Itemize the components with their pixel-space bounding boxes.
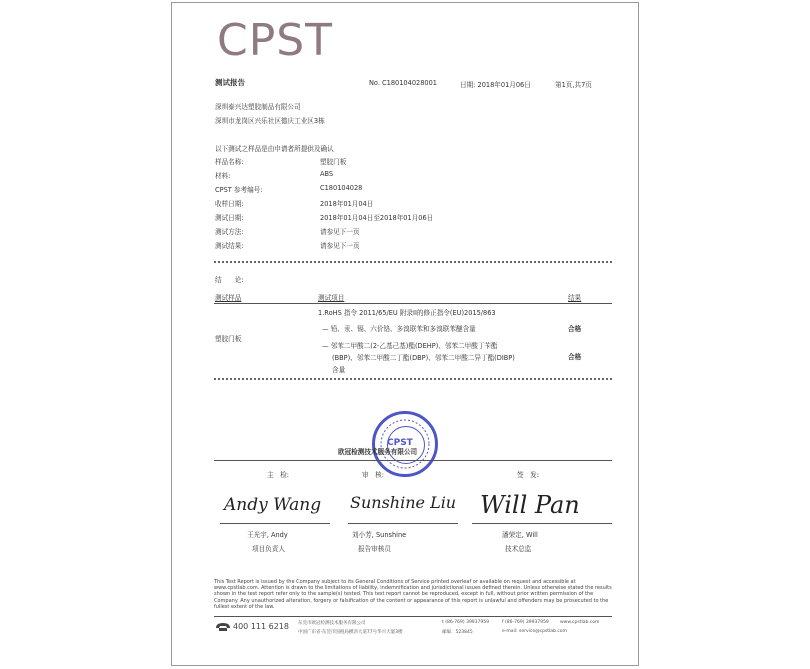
- received-value: 2018年01月04日: [320, 200, 374, 208]
- footer-tel: t (86-769) 39937959: [442, 620, 489, 625]
- item1-result: 合格: [568, 325, 582, 333]
- footer-fax: f (86-769) 39937959: [502, 620, 549, 625]
- client-address: 深圳市龙岗区兴乐社区德庆工业区3栋: [215, 117, 325, 125]
- result-label: 测试结果:: [215, 242, 244, 250]
- test-date-label: 测试日期:: [215, 214, 244, 222]
- divider: [214, 378, 612, 380]
- footer-address: 中国广东省·东莞市国税局横沥大道77号华兴大厦3楼: [298, 630, 403, 635]
- material-label: 材料:: [215, 172, 231, 180]
- seal-text: CPST: [387, 438, 413, 448]
- signature-line: [348, 523, 458, 524]
- sample-label: 样品名称:: [215, 158, 244, 166]
- signature-line: [220, 523, 330, 524]
- sample-value: 塑胶门板: [320, 158, 347, 166]
- col-result-header: 结果: [568, 294, 582, 302]
- issuer-name: 潘荣定, Will: [502, 531, 538, 539]
- item2-line1: — 邻苯二甲酸二(2-乙基己基)酯(DEHP)、邻苯二甲酸丁苄酯: [322, 342, 498, 350]
- issuer-label: 签 发:: [517, 471, 540, 479]
- report-page: [171, 2, 639, 666]
- inspector-name: 王光宇, Andy: [247, 531, 288, 539]
- result-value: 请参见下一页: [320, 242, 360, 250]
- footer-company: 东莞市欧冠检测技术服务有限公司: [298, 621, 366, 626]
- reviewer-role: 报告审核员: [358, 545, 391, 553]
- signature-andy: Andy Wang: [224, 495, 322, 515]
- disclaimer-text: This Test Report is issued by the Company subject to its General Conditions of Service printed overleaf or available on request and accessible at www.cpstlab.com. Attention is drawn to the limitations of liability, indemnification and jurisdictional issues defined therein. Unless otherwise stated the results shown in the test report refer only to the sample(s) tested. This test report cannot be reproduced, except in full, without prior written permission of the Company. Any unauthorized alteration, forgery or falsification of the content or appearance of this report is unlawful and offenders may be prosecuted to the fullest extent of the law.: [214, 579, 612, 610]
- method-value: 请参见下一页: [320, 228, 360, 236]
- item2-line2: (BBP)、邻苯二甲酸二丁酯(DBP)、邻苯二甲酸二异丁酯(DIBP): [332, 354, 515, 362]
- company-rule: [214, 460, 612, 461]
- footer-website[interactable]: www.cpstlab.com: [560, 620, 600, 625]
- test-date-value: 2018年01月04日至2018年01月06日: [320, 214, 434, 222]
- divider: [214, 261, 612, 263]
- hotline-number: 400 111 6218: [233, 622, 289, 631]
- col-item-header: 测试项目: [318, 294, 345, 302]
- item2-line3: 含量: [332, 366, 346, 374]
- cpst-logo: CPST: [217, 15, 334, 66]
- footer-postcode: 邮编：523845: [442, 630, 473, 635]
- reviewer-name: 刘小芳, Sunshine: [352, 531, 407, 539]
- footer-rule: [214, 616, 612, 617]
- ref-value: C180104028: [320, 184, 363, 192]
- standard-text: 1.RoHS 指令 2011/65/EU 附录II的修正指令(EU)2015/863: [318, 309, 496, 317]
- signature-will: Will Pan: [480, 491, 580, 519]
- inspector-label: 主 检:: [267, 471, 290, 479]
- report-number: No. C180104028001: [369, 79, 437, 87]
- col-sample-header: 测试样品: [215, 294, 242, 302]
- sample-intro: 以下测试之样品是由申请者所提供及确认: [215, 145, 334, 153]
- client-name: 深圳泰兴达塑胶制品有限公司: [215, 103, 301, 111]
- received-label: 收样日期:: [215, 200, 244, 208]
- report-title: 测试报告: [215, 78, 245, 87]
- reviewer-label: 审 核:: [362, 471, 385, 479]
- table-rule: [214, 303, 612, 304]
- ref-label: CPST 参考编号:: [215, 186, 263, 194]
- phone-icon: [215, 620, 231, 632]
- signature-sunshine: Sunshine Liu: [350, 493, 457, 512]
- method-label: 测试方法:: [215, 228, 244, 236]
- item2-result: 合格: [568, 353, 582, 361]
- report-date: 日期: 2018年01月06日: [460, 81, 531, 89]
- issuer-role: 技术总监: [505, 545, 532, 553]
- conclusion-heading: 结 论:: [215, 276, 244, 284]
- company-seal: [372, 411, 438, 477]
- footer-email: e-mail: service@cpstlab.com: [502, 629, 567, 634]
- page-indicator: 第1页,共7页: [555, 81, 592, 89]
- item1-text: — 铅、汞、镉、六价铬、多溴联苯和多溴联苯醚含量: [322, 325, 476, 333]
- sample-name-cell: 塑胶门板: [215, 335, 242, 343]
- material-value: ABS: [320, 170, 334, 178]
- signature-line: [472, 523, 612, 524]
- inspector-role: 项目负责人: [252, 545, 285, 553]
- company-name: 欧冠检测技术服务有限公司: [338, 448, 418, 456]
